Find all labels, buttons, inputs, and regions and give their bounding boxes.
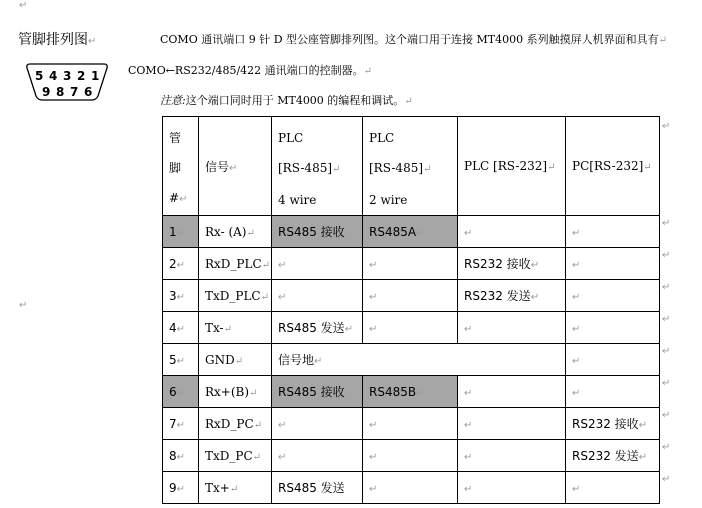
cell-rs485-4wire: ↵: [272, 280, 363, 312]
cell-rs485-4wire: RS485 发送: [272, 472, 363, 504]
table-row: [163, 472, 660, 504]
cell-signal: TxD_PLC↵: [199, 280, 272, 312]
paragraph-mark: ↵: [19, 300, 28, 311]
cell-rs485-2wire: ↵: [363, 248, 458, 280]
table-row: [163, 440, 660, 472]
cell-pin: 4↵: [163, 312, 199, 344]
cell-signal-ground: 信号地↵: [272, 344, 566, 376]
row-end-mark: ↵: [662, 218, 671, 229]
cell-plc-rs232: ↵: [458, 312, 566, 344]
cursor-line: [249, 503, 262, 504]
row-end-mark: ↵: [662, 346, 671, 357]
cell-pc-rs232: ↵: [566, 344, 660, 376]
cell-pin: 3↵: [163, 280, 199, 312]
header-pc-rs232: PC[RS-232]↵: [566, 117, 660, 216]
header-signal: 信号↵: [199, 117, 272, 216]
pin-label-bottom: 9 8 7 6: [42, 85, 93, 99]
cell-rs485-2wire: ↵: [363, 312, 458, 344]
cell-rs485-4wire: ↵: [272, 408, 363, 440]
row-end-mark: ↵: [662, 282, 671, 293]
note-line: 注意:这个端口同时用于 MT4000 的编程和调试。↵: [160, 94, 413, 107]
table-row: [163, 216, 660, 248]
cell-plc-rs232: ↵: [458, 376, 566, 408]
cell-plc-rs232: ↵: [458, 216, 566, 248]
paragraph-mark: ↵: [19, 0, 28, 11]
header-plc-rs232: PLC [RS-232]↵: [458, 117, 566, 216]
header-plc-rs485-4wire: PLC [RS-485]↵ 4 wire: [272, 117, 363, 216]
row-end-mark: ↵: [662, 121, 671, 132]
cell-plc-rs232: ↵: [458, 440, 566, 472]
note-label: 注意:: [160, 94, 186, 107]
table-row: [163, 248, 660, 280]
cell-plc-rs232: ↵: [458, 408, 566, 440]
cell-pin: 8↵: [163, 440, 199, 472]
row-end-mark: ↵: [662, 410, 671, 421]
cell-signal: Tx+↵: [199, 472, 272, 504]
cell-plc-rs232: RS232 发送↵: [458, 280, 566, 312]
cell-signal: GND↵: [199, 344, 272, 376]
cell-signal: Rx- (A)↵: [199, 216, 272, 248]
cell-rs485-4wire: RS485 发送↵: [272, 312, 363, 344]
cell-pin: 7↵: [163, 408, 199, 440]
cell-rs485-2wire: ↵: [363, 472, 458, 504]
header-plc-rs485-2wire: PLC [RS-485]↵ 2 wire: [363, 117, 458, 216]
db9-connector-diagram: [24, 60, 110, 104]
cell-rs485-4wire: ↵: [272, 248, 363, 280]
cell-signal: Tx-↵: [199, 312, 272, 344]
cell-pc-rs232: ↵: [566, 472, 660, 504]
table-row: [163, 344, 660, 376]
row-end-mark: ↵: [662, 442, 671, 453]
cell-signal: RxD_PLC↵: [199, 248, 272, 280]
cell-signal: TxD_PC↵: [199, 440, 272, 472]
cell-rs485-4wire: ↵: [272, 440, 363, 472]
cell-signal: Rx+(B)↵: [199, 376, 272, 408]
cell-pc-rs232: ↵: [566, 376, 660, 408]
table-row: [163, 312, 660, 344]
pin-diagram-title: 管脚排列图↵: [18, 32, 97, 48]
cell-pin: 9↵: [163, 472, 199, 504]
cell-rs485-4wire: RS485 接收: [272, 216, 363, 248]
cell-pc-rs232: ↵: [566, 280, 660, 312]
cell-rs485-2wire: ↵: [363, 280, 458, 312]
table-header-row: [163, 117, 660, 216]
cell-rs485-2wire: ↵: [363, 408, 458, 440]
cell-pc-rs232: ↵: [566, 216, 660, 248]
cell-pc-rs232: RS232 发送↵: [566, 440, 660, 472]
intro-line-1: COMO 通讯端口 9 针 D 型公座管脚排列图。这个端口用于连接 MT4000 系列触摸屏人机界面和具有↵: [160, 33, 667, 46]
header-pin: 管 脚 #↵: [163, 117, 199, 216]
cell-plc-rs232: ↵: [458, 472, 566, 504]
cell-pin: 6↵: [163, 376, 199, 408]
cell-rs485-4wire: RS485 接收: [272, 376, 363, 408]
table-row: [163, 376, 660, 408]
cell-signal: RxD_PC↵: [199, 408, 272, 440]
cell-pin: 2↵: [163, 248, 199, 280]
table-row: [163, 408, 660, 440]
cell-pin: 5↵: [163, 344, 199, 376]
cell-pc-rs232: ↵: [566, 248, 660, 280]
cell-rs485-2wire: RS485B↵: [363, 376, 458, 408]
row-end-mark: ↵: [662, 474, 671, 485]
row-end-mark: ↵: [662, 250, 671, 261]
cell-plc-rs232: RS232 接收↵: [458, 248, 566, 280]
table-row: [163, 280, 660, 312]
pin-label-top: 5 4 3 2 1: [35, 69, 100, 83]
row-end-mark: ↵: [662, 378, 671, 389]
cell-pc-rs232: RS232 接收↵: [566, 408, 660, 440]
cell-pc-rs232: ↵: [566, 312, 660, 344]
pin-assignment-table: [162, 116, 660, 504]
cell-rs485-2wire: ↵: [363, 440, 458, 472]
row-end-mark: ↵: [662, 314, 671, 325]
intro-line-2: COMO←RS232/485/422 通讯端口的控制器。↵: [128, 64, 373, 77]
cell-pin: 1↵: [163, 216, 199, 248]
cell-rs485-2wire: RS485A↵: [363, 216, 458, 248]
